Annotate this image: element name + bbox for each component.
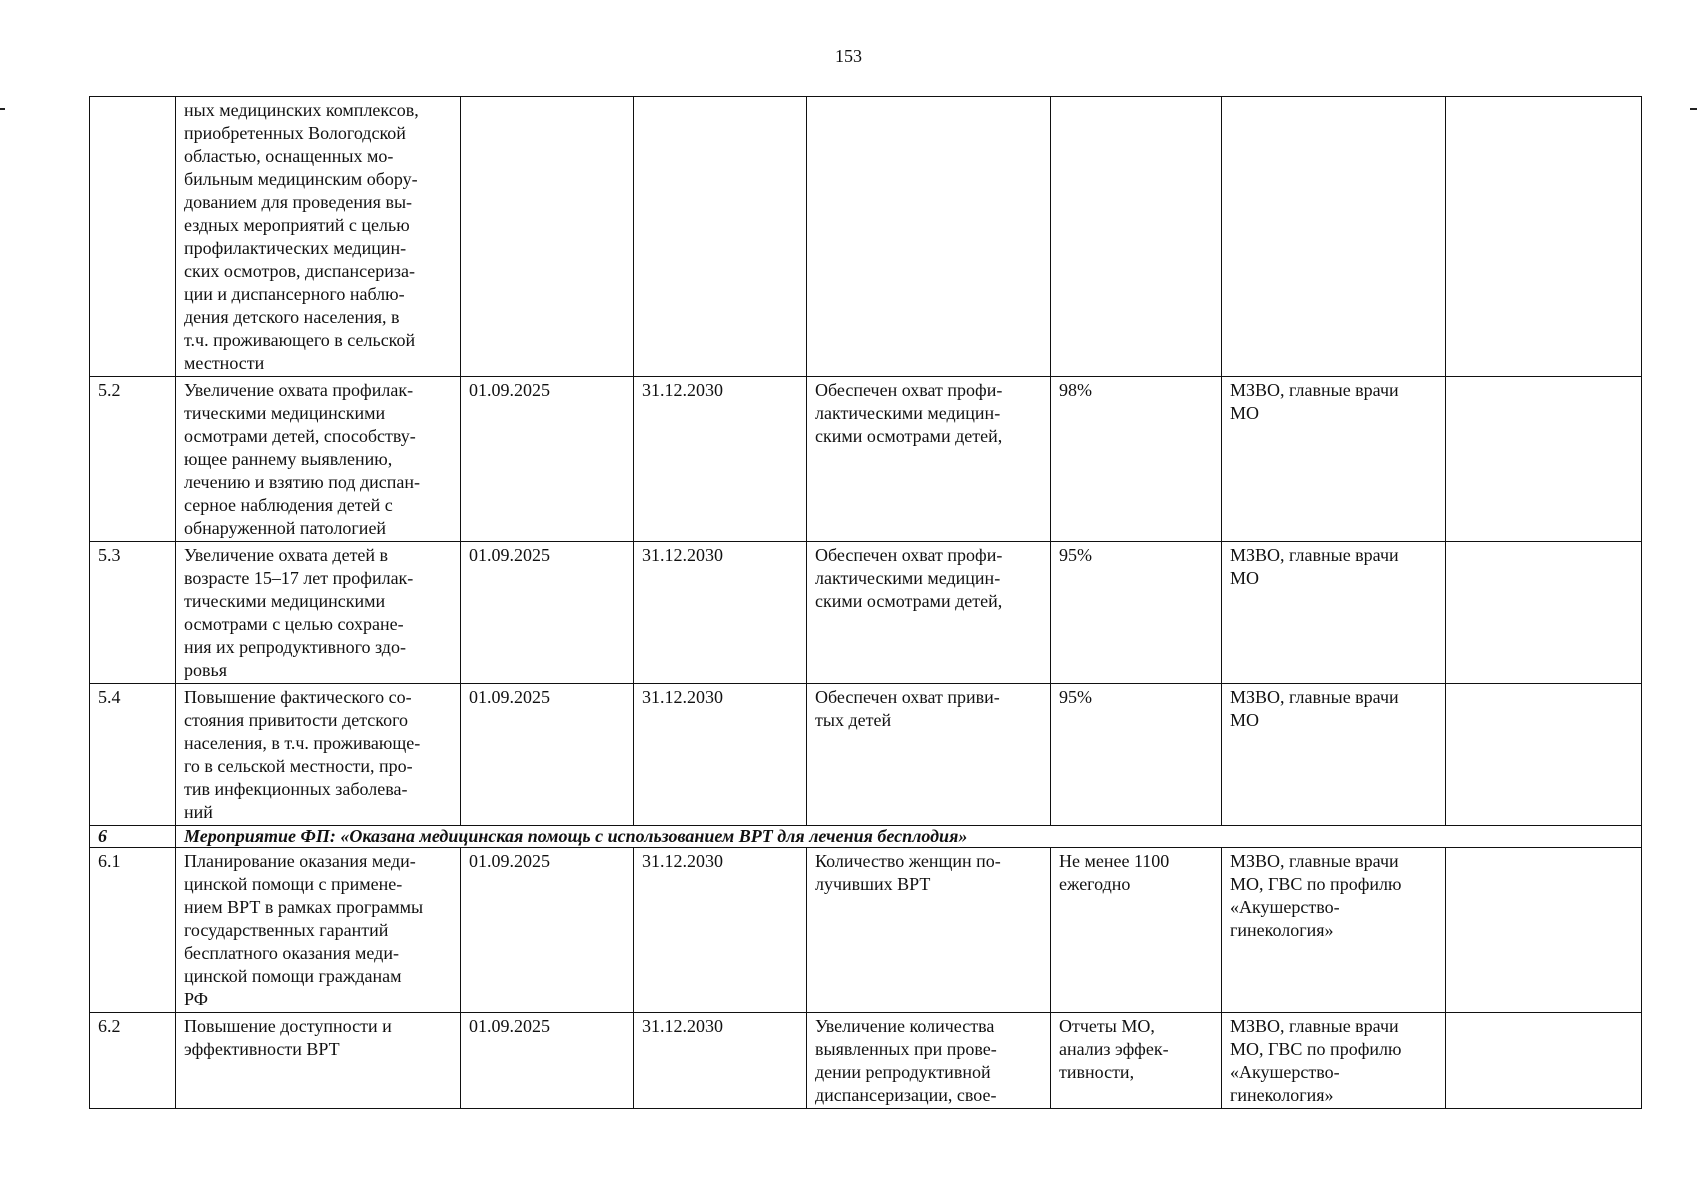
- table-row: [90, 848, 1642, 1013]
- indicator-cell: 98%: [1051, 377, 1222, 542]
- end-date-cell: 31.12.2030: [634, 684, 807, 826]
- start-date-cell: 01.09.2025: [461, 542, 634, 684]
- responsible-cell: [1222, 97, 1446, 377]
- row-number-cell: 5.2: [90, 377, 176, 542]
- indicator-cell: 95%: [1051, 684, 1222, 826]
- start-date-cell: [461, 97, 634, 377]
- section-number-cell: 6: [90, 826, 176, 848]
- page-number: 153: [835, 46, 862, 66]
- plan-table: [89, 96, 1642, 1109]
- table-row: [90, 1013, 1642, 1109]
- result-cell: [807, 97, 1051, 377]
- row-number-cell: 5.4: [90, 684, 176, 826]
- row-number-cell: [90, 97, 176, 377]
- task-cell: Планирование оказания меди- цинской помощи с примене- нием ВРТ в рамках программы государственных гарантий бесплатного оказания меди- цинской помощи гражданам РФ: [176, 848, 461, 1013]
- note-cell: [1446, 848, 1642, 1013]
- table-row: [90, 684, 1642, 826]
- responsible-cell: МЗВО, главные врачи МО: [1222, 684, 1446, 826]
- section-header-row: [90, 826, 1642, 848]
- start-date-cell: 01.09.2025: [461, 377, 634, 542]
- task-cell: Повышение фактического со- стояния привитости детского населения, в т.ч. проживающе- го в сельской местности, про- тив инфекционных заболева- ний: [176, 684, 461, 826]
- row-number-cell: 6.1: [90, 848, 176, 1013]
- indicator-cell: Отчеты МО, анализ эффек- тивности,: [1051, 1013, 1222, 1109]
- note-cell: [1446, 97, 1642, 377]
- note-cell: [1446, 684, 1642, 826]
- task-cell: Увеличение охвата детей в возрасте 15–17 лет профилак- тическими медицинскими осмотрами с целью сохране- ния их репродуктивного здо- ровья: [176, 542, 461, 684]
- responsible-cell: МЗВО, главные врачи МО, ГВС по профилю «Акушерство- гинекология»: [1222, 1013, 1446, 1109]
- table-row: [90, 97, 1642, 377]
- indicator-cell: Не менее 1100 ежегодно: [1051, 848, 1222, 1013]
- end-date-cell: 31.12.2030: [634, 1013, 807, 1109]
- start-date-cell: 01.09.2025: [461, 684, 634, 826]
- end-date-cell: 31.12.2030: [634, 848, 807, 1013]
- start-date-cell: 01.09.2025: [461, 1013, 634, 1109]
- right-edge-mark: [1690, 108, 1697, 110]
- indicator-cell: [1051, 97, 1222, 377]
- indicator-cell: 95%: [1051, 542, 1222, 684]
- responsible-cell: МЗВО, главные врачи МО: [1222, 377, 1446, 542]
- row-number-cell: 5.3: [90, 542, 176, 684]
- table-row: [90, 542, 1642, 684]
- task-cell: Увеличение охвата профилак- тическими медицинскими осмотрами детей, способству- ющее раннему выявлению, лечению и взятию под диспан- серное наблюдения детей с обнаруженной патологией: [176, 377, 461, 542]
- result-cell: Обеспечен охват приви- тых детей: [807, 684, 1051, 826]
- end-date-cell: 31.12.2030: [634, 377, 807, 542]
- table-row: [90, 377, 1642, 542]
- note-cell: [1446, 1013, 1642, 1109]
- note-cell: [1446, 377, 1642, 542]
- result-cell: Увеличение количества выявленных при прове- дении репродуктивной диспансеризации, свое-: [807, 1013, 1051, 1109]
- result-cell: Обеспечен охват профи- лактическими медицин- скими осмотрами детей,: [807, 542, 1051, 684]
- responsible-cell: МЗВО, главные врачи МО: [1222, 542, 1446, 684]
- start-date-cell: 01.09.2025: [461, 848, 634, 1013]
- task-cell: Повышение доступности и эффективности ВРТ: [176, 1013, 461, 1109]
- responsible-cell: МЗВО, главные врачи МО, ГВС по профилю «Акушерство- гинекология»: [1222, 848, 1446, 1013]
- end-date-cell: 31.12.2030: [634, 542, 807, 684]
- end-date-cell: [634, 97, 807, 377]
- row-number-cell: 6.2: [90, 1013, 176, 1109]
- note-cell: [1446, 542, 1642, 684]
- result-cell: Количество женщин по- лучивших ВРТ: [807, 848, 1051, 1013]
- result-cell: Обеспечен охват профи- лактическими медицин- скими осмотрами детей,: [807, 377, 1051, 542]
- left-edge-mark: [0, 108, 5, 110]
- task-cell: ных медицинских комплексов, приобретенных Вологодской областью, оснащенных мо- бильным медицинским обору- дованием для проведения вы- ездных мероприятий с целью профилактических медицин- ских осмотров, диспансериза- ции и диспансерного наблю- дения детского населения, в т.ч. проживающего в сельской местности: [176, 97, 461, 377]
- section-title-cell: Мероприятие ФП: «Оказана медицинская помощь с использованием ВРТ для лечения бесплодия»: [176, 826, 1642, 848]
